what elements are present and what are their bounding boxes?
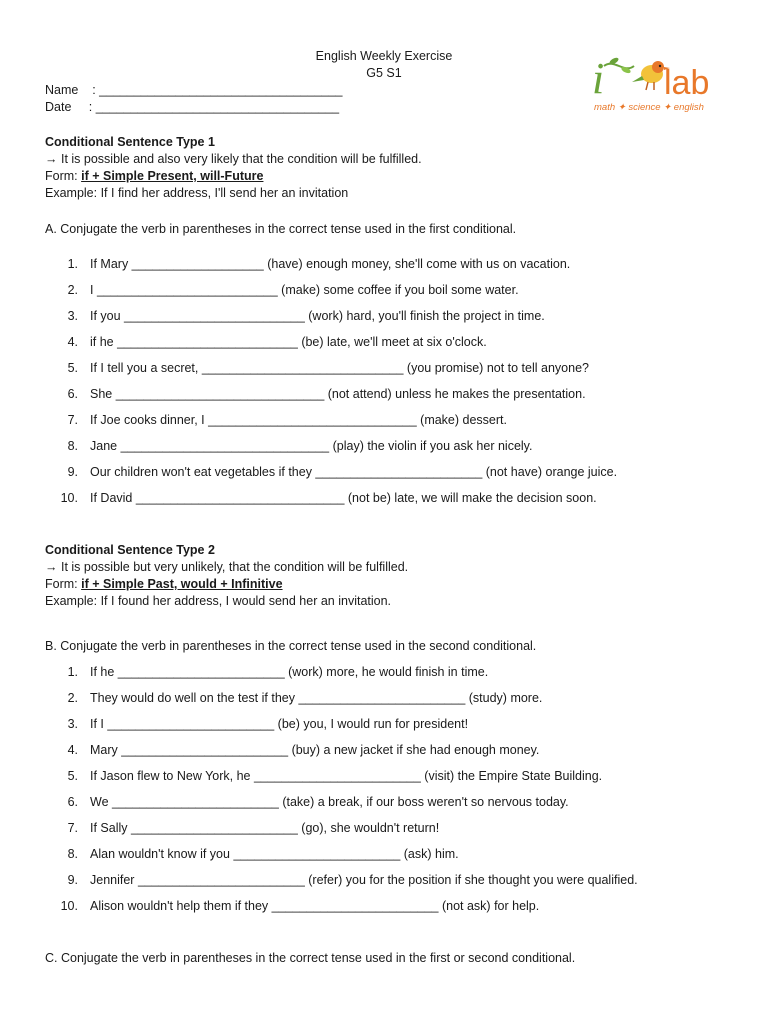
item-number: 4. [67,743,78,757]
item-number: 6. [67,795,78,809]
item-number: 10. [60,491,78,505]
section-conditional-type-1 [45,134,745,202]
exercise-a-instruction: A. Conjugate the verb in parentheses in the correct tense used in the first conditional. [45,222,517,236]
item-number: 2. [67,283,78,297]
item-text[interactable]: Alan wouldn't know if you ________________________ (ask) him. [90,847,459,861]
list-item [45,334,745,360]
list-item [45,256,745,282]
list-item [45,846,745,872]
item-text[interactable]: Jane ______________________________ (play) the violin if you ask her nicely. [90,439,533,453]
item-number: 2. [67,691,78,705]
exercise-a-list [45,256,745,516]
item-number: 9. [67,465,78,479]
section-description: → It is possible and also very likely that the condition will be fulfilled. [45,152,422,166]
item-number: 3. [67,717,78,731]
section-example: Example: If I found her address, I would send her an invitation. [45,594,392,608]
form-value: if + Simple Past, would + Infinitive [81,577,283,591]
item-number: 5. [67,769,78,783]
list-item [45,794,745,820]
name-field[interactable]: Name : ___________________________________ [45,83,343,97]
item-number: 7. [67,413,78,427]
section-example: Example: If I find her address, I'll send her an invitation [45,186,349,200]
item-number: 7. [67,821,78,835]
item-number: 8. [67,847,78,861]
item-text[interactable]: I __________________________ (make) some coffee if you boil some water. [90,283,519,297]
item-text[interactable]: If David ______________________________ (not be) late, we will make the decision soon. [90,491,597,505]
item-text[interactable]: We ________________________ (take) a break, if our boss weren't so nervous today. [90,795,569,809]
section-form [45,168,745,185]
form-label: Form: [45,169,82,183]
ilab-logo-graphic [590,48,725,118]
item-text[interactable]: If Mary ___________________ (have) enough money, she'll come with us on vacation. [90,257,571,271]
logo-letter-i: i [592,54,605,103]
item-text[interactable]: Alison wouldn't help them if they ________________________ (not ask) for help. [90,899,540,913]
list-item [45,742,745,768]
item-number: 5. [67,361,78,375]
item-text[interactable]: If I ________________________ (be) you, I would run for president! [90,717,469,731]
item-number: 1. [67,257,78,271]
date-field[interactable]: Date : ___________________________________ [45,100,340,114]
list-item [45,438,745,464]
item-text[interactable]: If Jason flew to New York, he ________________________ (visit) the Empire State Building. [90,769,603,783]
logo-tagline: math ✦ science ✦ english [594,102,704,113]
list-item [45,664,745,690]
item-text[interactable]: They would do well on the test if they ________________________ (study) more. [90,691,543,705]
exercise-b-instruction: B. Conjugate the verb in parentheses in the correct tense used in the second conditional. [45,639,537,653]
section-heading: Conditional Sentence Type 2 [45,543,215,557]
list-item [45,768,745,794]
section-conditional-type-2 [45,542,745,610]
section-form [45,576,745,593]
worksheet-title: English Weekly Exercise [315,49,453,63]
list-item [45,412,745,438]
list-item [45,898,745,924]
item-text[interactable]: Jennifer ________________________ (refer) you for the position if she thought you were qualified. [90,873,638,887]
list-item [45,464,745,490]
item-text[interactable]: If I tell you a secret, _____________________________ (you promise) not to tell anyone? [90,361,589,375]
item-text[interactable]: Our children won't eat vegetables if they ________________________ (not have) orange juice. [90,465,618,479]
list-item [45,716,745,742]
item-text[interactable]: Mary ________________________ (buy) a new jacket if she had enough money. [90,743,540,757]
item-text[interactable]: She ______________________________ (not attend) unless he makes the presentation. [90,387,586,401]
item-text[interactable]: If he ________________________ (work) more, he would finish in time. [90,665,489,679]
item-text[interactable]: If you __________________________ (work) hard, you'll finish the project in time. [90,309,545,323]
list-item [45,820,745,846]
item-number: 10. [60,899,78,913]
item-number: 3. [67,309,78,323]
worksheet-grade: G5 S1 [366,66,402,80]
item-text[interactable]: If Joe cooks dinner, I ______________________________ (make) dessert. [90,413,507,427]
section-description: → It is possible but very unlikely, that the condition will be fulfilled. [45,560,409,574]
form-value: if + Simple Present, will-Future [81,169,264,183]
list-item [45,690,745,716]
item-number: 6. [67,387,78,401]
ilab-logo [590,48,725,118]
item-number: 9. [67,873,78,887]
list-item [45,872,745,898]
item-text[interactable]: If Sally ________________________ (go), she wouldn't return! [90,821,440,835]
item-number: 1. [67,665,78,679]
list-item [45,308,745,334]
list-item [45,386,745,412]
item-number: 4. [67,335,78,349]
list-item [45,282,745,308]
form-label: Form: [45,577,82,591]
item-number: 8. [67,439,78,453]
list-item [45,490,745,516]
exercise-c-instruction: C. Conjugate the verb in parentheses in the correct tense used in the first or second conditional. [45,951,576,965]
logo-word-lab: lab [664,64,710,102]
exercise-b-list [45,664,745,924]
item-text[interactable]: if he __________________________ (be) late, we'll meet at six o'clock. [90,335,487,349]
list-item [45,360,745,386]
section-heading: Conditional Sentence Type 1 [45,135,215,149]
